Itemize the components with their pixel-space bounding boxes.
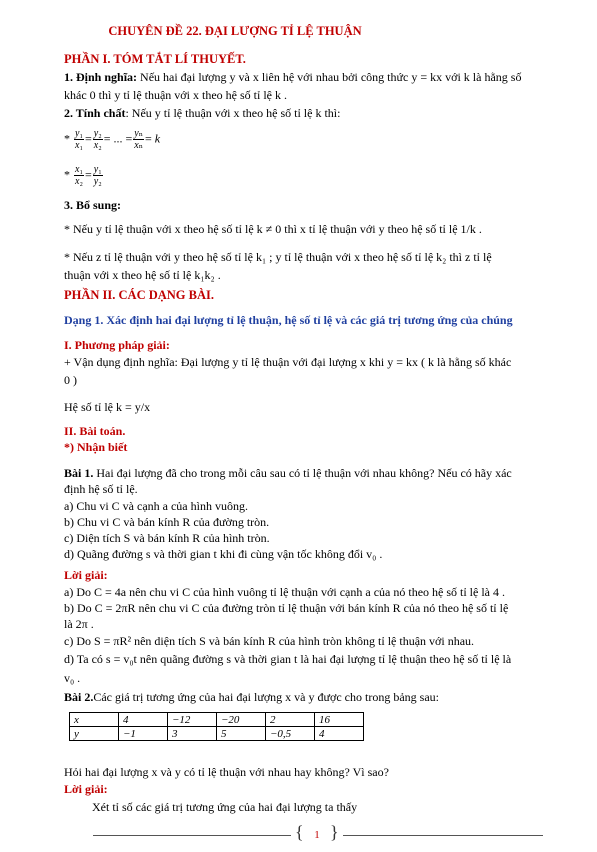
solution2-label: Lời giải: [64,782,108,796]
method-line3: Hệ số tỉ lệ k = y/x [64,400,151,414]
supplement-2b: thuận với x theo hệ số tỉ lệ k₁k₂ . [64,268,221,282]
recognize-heading: *) Nhận biết [64,440,128,454]
bai2-text: Các giá trị tương ứng của hai đại lượng x và y được cho trong bảng sau: [93,690,439,704]
bracket-left-icon: { [295,822,304,842]
property-formula-1: * $\frac{\text{y₁}}{\text{x₁}}$ = $\frac{\text{y₂}}{\text{x₂}}$ = ... = $\frac{\text{yₙ}}{\text{xₙ}}$ = k [64,128,161,151]
solution-b2: là 2π . [64,617,94,631]
definition-text: Nếu hai đại lượng y và x liên hệ với nhau bởi công thức y = kx với k là hằng số [137,70,522,84]
table-cell: −20 [217,713,266,727]
table-cell: y [70,727,119,741]
definition-line1 [64,70,521,85]
table-cell: 2 [266,713,315,727]
solution-c: c) Do S = πR² nên diện tích S và bán kính R của hình tròn không tỉ lệ thuận với nhau. [64,634,475,648]
document-title: CHUYÊN ĐỀ 22. ĐẠI LƯỢNG TỈ LỆ THUẬN [108,24,362,38]
method-heading: I. Phương pháp giải: [64,338,170,352]
footer-rule-left [93,835,291,836]
problems-heading: II. Bài toán. [64,424,126,438]
bai1-text: Hai đại lượng đã cho trong mỗi câu sau có tỉ lệ thuận với nhau không? Nếu có hãy xác [93,466,512,480]
table-cell: 16 [315,713,364,727]
bai1-b: b) Chu vi C và bán kính R của đường tròn. [64,515,270,529]
solution2-text: Xét tỉ số các giá trị tương ứng của hai đại lượng ta thấy [92,800,358,814]
property-formula-2: * $\frac{\text{x₁}}{\text{x₂}}$ = $\frac{\text{y₁}}{\text{y₂}}$ [64,164,102,187]
bai1-a: a) Chu vi C và cạnh a của hình vuông. [64,499,248,513]
dang1-heading: Dạng 1. Xác định hai đại lượng tỉ lệ thuận, hệ số tỉ lệ và các giá trị tương ứng của chúng [64,313,513,327]
table-cell: −1 [119,727,168,741]
part2-heading: PHẦN II. CÁC DẠNG BÀI. [64,288,215,302]
solution-b1: b) Do C = 2πR nên chu vi C của đường tròn tỉ lệ thuận với bán kính R của nó theo hệ số tỉ lệ [64,601,509,615]
table-row [70,713,364,727]
table-cell: 5 [217,727,266,741]
method-line1: + Vận dụng định nghĩa: Đại lượng y tỉ lệ thuận với đại lượng x khi y = kx ( k là hằng số khác [64,355,512,369]
solution-d1: d) Ta có s = v₀t nên quãng đường s và thời gian t là hai đại lượng tỉ lệ thuận theo hệ số tỉ lệ là [64,652,512,666]
part1-heading: PHẦN I. TÓM TẮT LÍ THUYẾT. [64,52,246,66]
solution-a: a) Do C = 4a nên chu vi C của hình vuông tỉ lệ thuận với cạnh a của nó theo hệ số tỉ lệ là 4 . [64,585,506,599]
supplement-label: 3. Bổ sung: [64,198,122,212]
property-line [64,106,340,121]
property-label: 2. Tính chất [64,106,126,120]
table-row [70,727,364,741]
supplement-2a: * Nếu z tỉ lệ thuận với y theo hệ số tỉ lệ k₁ ; y tỉ lệ thuận với x theo hệ số tỉ lệ k₂ thì z tỉ lệ [64,250,492,264]
bai1-c: c) Diện tích S và bán kính R của hình tròn. [64,531,270,545]
bai1-d: d) Quãng đường s và thời gian t khi đi cùng vận tốc không đổi v₀ . [64,547,383,561]
values-table [69,712,364,741]
bai1-label: Bài 1. [64,466,94,480]
bracket-right-icon: } [330,822,339,842]
solution-d2: v₀ . [64,671,81,685]
property-text: : Nếu y tỉ lệ thuận với x theo hệ số tỉ lệ k thì: [125,106,341,120]
table-cell: 3 [168,727,217,741]
footer-rule-right [343,835,543,836]
page-number: 1 [314,829,320,841]
bai2-line [64,690,439,705]
method-line2: 0 ) [64,373,77,387]
table-cell: 4 [315,727,364,741]
bai1-line2: định hệ số tỉ lệ. [64,482,138,496]
table-cell: −0,5 [266,727,315,741]
supplement-1: * Nếu y tỉ lệ thuận với x theo hệ số tỉ lệ k ≠ 0 thì x tỉ lệ thuận với y theo hệ số tỉ lệ 1/k . [64,222,482,236]
bai2-label: Bài 2. [64,690,94,704]
table-cell: −12 [168,713,217,727]
bai2-question: Hỏi hai đại lượng x và y có tỉ lệ thuận với nhau hay không? Vì sao? [64,765,389,779]
page-footer [93,822,543,842]
table-cell: x [70,713,119,727]
table-cell: 4 [119,713,168,727]
definition-label: 1. Định nghĩa: [64,70,138,84]
definition-line2: khác 0 thì y tỉ lệ thuận với x theo hệ số tỉ lệ k . [64,88,287,102]
bai1-line1 [64,466,512,481]
solution-label: Lời giải: [64,568,108,582]
